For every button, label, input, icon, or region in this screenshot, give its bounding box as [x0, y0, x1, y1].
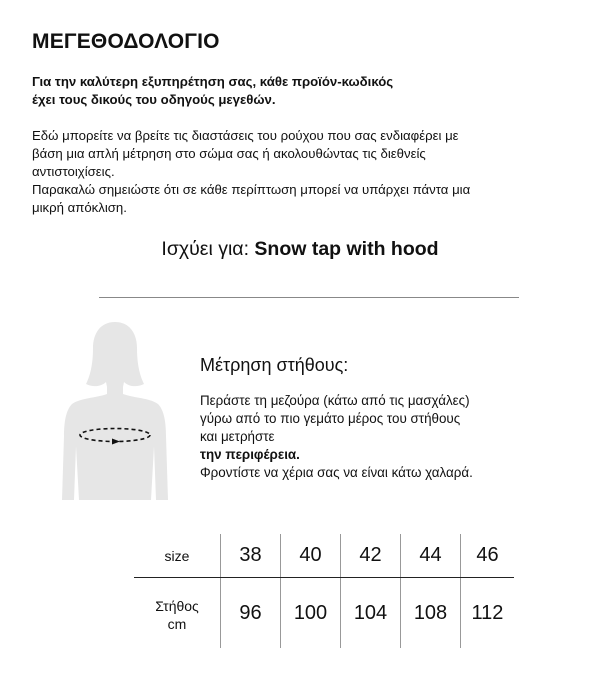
instruction-line	[200, 428, 473, 464]
intro-text-line: βάση μια απλή μέτρηση στο σώμα σας ή ακολουθώντας τις διεθνείς	[32, 146, 426, 161]
intro-text-line: Παρακαλώ σημειώστε ότι σε κάθε περίπτωση μπορεί να υπάρχει πάντα μια	[32, 182, 471, 197]
intro-text-line: μικρή απόκλιση.	[32, 200, 127, 215]
section-divider	[99, 297, 519, 298]
chest-cell: 108	[401, 578, 461, 649]
chest-row	[134, 578, 514, 649]
size-table	[134, 534, 514, 648]
intro-highlight	[32, 73, 552, 109]
torso-silhouette-with-tape-icon	[60, 318, 170, 500]
applies-to-label: Ισχύει για:	[161, 238, 255, 260]
measurement-instructions	[200, 392, 473, 482]
chest-header	[134, 578, 221, 649]
instruction-line: Περάστε τη μεζούρα (κάτω από τις μασχάλες)	[200, 393, 470, 408]
size-row	[134, 534, 514, 578]
size-cell: 42	[341, 534, 401, 578]
measurement-title: Μέτρηση στήθους:	[200, 355, 349, 375]
size-cell: 46	[461, 534, 515, 578]
chest-header-label: Στήθος	[155, 598, 199, 614]
instruction-line: Φροντίστε να χέρια σας να είναι κάτω χαλαρά.	[200, 465, 473, 480]
intro-text-line: αντιστοιχίσεις.	[32, 164, 115, 179]
size-cell: 44	[401, 534, 461, 578]
chest-cell: 100	[281, 578, 341, 649]
intro-text	[32, 127, 577, 217]
instruction-prefix: και μετρήστε	[200, 429, 275, 444]
size-header: size	[134, 534, 221, 578]
instruction-emphasis: την περιφέρεια.	[200, 447, 300, 462]
intro-text-line: Εδώ μπορείτε να βρείτε τις διαστάσεις του ρούχου που σας ενδιαφέρει με	[32, 128, 459, 143]
chest-cell: 96	[221, 578, 281, 649]
intro-highlight-line: Για την καλύτερη εξυπηρέτηση σας, κάθε προϊόν-κωδικός	[32, 74, 394, 89]
page-title: ΜΕΓΕΘΟΔΟΛΟΓΙΟ	[32, 30, 220, 53]
size-cell: 40	[281, 534, 341, 578]
product-name: Snow tap with hood	[254, 238, 439, 260]
size-cell: 38	[221, 534, 281, 578]
applies-to-line	[0, 238, 600, 261]
instruction-line: γύρω από το πιο γεμάτο μέρος του στήθους	[200, 411, 461, 426]
intro-highlight-line: έχει τους δικούς του οδηγούς μεγεθών.	[32, 92, 276, 107]
chest-header-unit: cm	[167, 616, 187, 632]
chest-cell: 104	[341, 578, 401, 649]
chest-cell: 112	[471, 601, 504, 624]
